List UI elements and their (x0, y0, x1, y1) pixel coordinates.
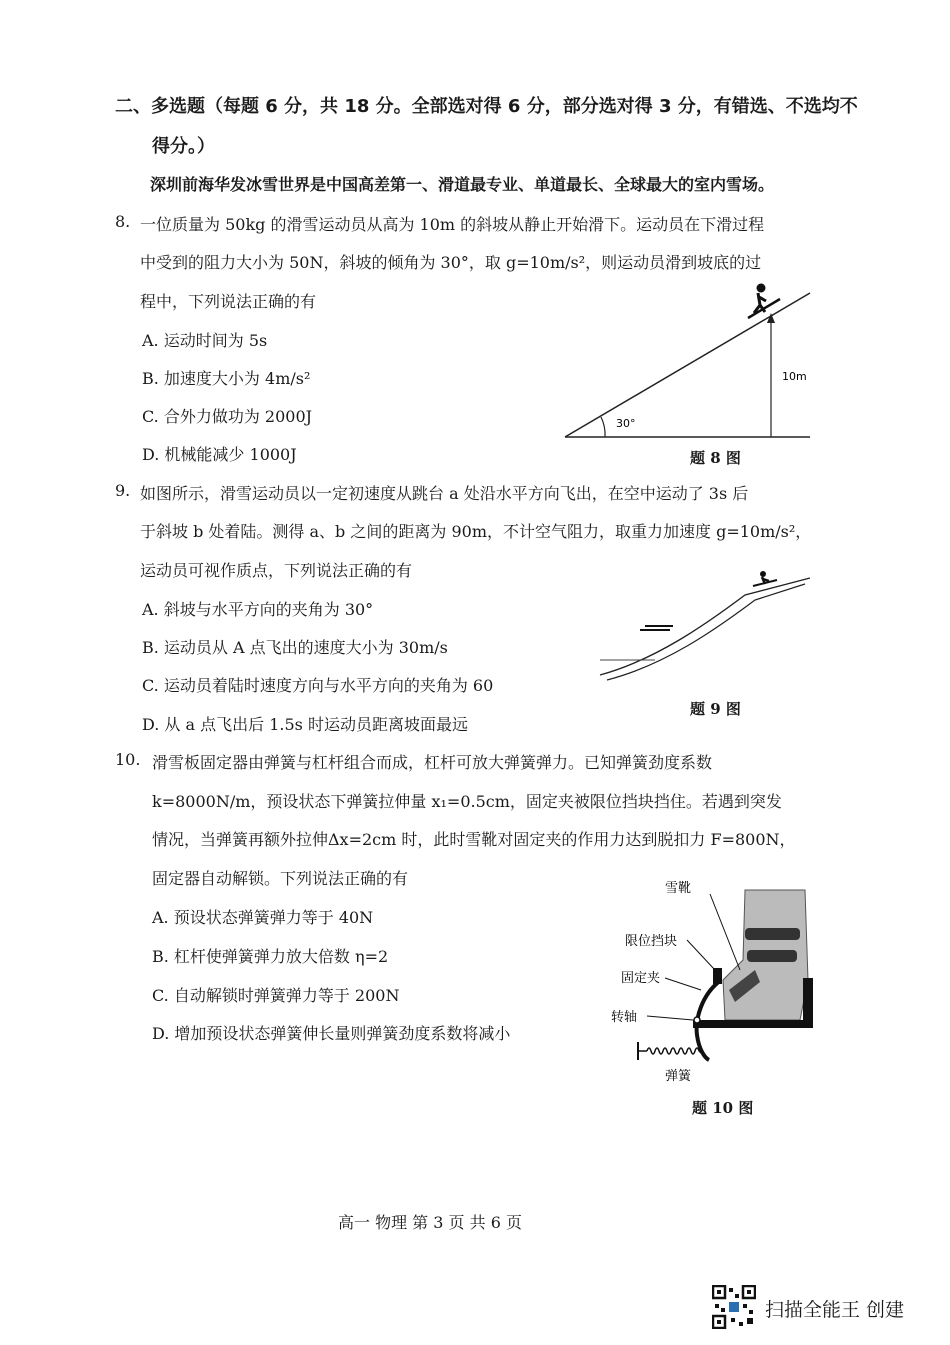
base-plate (693, 1020, 813, 1028)
q8-option-a: A. 运动时间为 5s (142, 331, 268, 350)
q9-stem-line1: 如图所示，滑雪运动员以一定初速度从跳台 a 处沿水平方向飞出，在空中运动了 3s 后 (140, 484, 749, 503)
pivot-point (694, 1017, 700, 1023)
q10-number: 10. (115, 750, 141, 769)
q8-stem-line2: 中受到的阻力大小为 50N，斜坡的倾角为 30°，取 g=10m/s²，则运动员滑到坡底的过 (140, 253, 762, 272)
q8-height-label: 10m (782, 370, 807, 383)
q8-slope-line (565, 293, 810, 437)
boot-icon (723, 890, 808, 1020)
q9-option-c: C. 运动员着陆时速度方向与水平方向的夹角为 60 (142, 676, 494, 695)
label-stopper: 限位挡块 (625, 934, 678, 949)
q9-skier-icon (753, 571, 777, 586)
clamp-leader (665, 978, 701, 990)
q10-option-c: C. 自动解锁时弹簧弹力等于 200N (152, 986, 400, 1005)
boot-leader (710, 894, 740, 970)
q8-stem-line1: 一位质量为 50kg 的滑雪运动员从高为 10m 的斜坡从静止开始滑下。运动员在下滑过程 (140, 215, 765, 234)
q10-stem-line1: 滑雪板固定器由弹簧与杠杆组合而成，杠杆可放大弹簧弹力。已知弹簧劲度系数 (152, 753, 713, 772)
q9-number: 9. (115, 481, 131, 500)
q10-option-b: B. 杠杆使弹簧弹力放大倍数 η=2 (152, 947, 389, 966)
label-boot: 雪靴 (665, 881, 692, 896)
label-spring: 弹簧 (665, 1069, 692, 1084)
pivot-leader (647, 1016, 693, 1020)
q8-caption: 题 8 图 (690, 449, 741, 467)
heel-stop (803, 978, 813, 1028)
section-intro: 深圳前海华发冰雪世界是中国高差第一、滑道最专业、单道最长、全球最大的室内雪场。 (150, 175, 775, 194)
q9-stem-line2: 于斜坡 b 处着陆。测得 a、b 之间的距离为 90m，不计空气阻力，取重力加速度 g=10m/s²， (140, 522, 812, 541)
page-footer: 高一 物理 第 3 页 共 6 页 (338, 1213, 522, 1232)
q8-number: 8. (115, 212, 131, 231)
q10-stem-line4: 固定器自动解锁。下列说法正确的有 (152, 869, 409, 888)
section-title-cont: 得分。） (152, 136, 215, 157)
q9-figure (595, 570, 815, 685)
q8-option-c: C. 合外力做功为 2000J (142, 407, 313, 426)
section-title: 二、多选题（每题 6 分，共 18 分。全部选对得 6 分，部分选对得 3 分，有错选、不选均不 (115, 96, 858, 117)
q9-option-d: D. 从 a 点飞出后 1.5s 时运动员距离坡面最远 (142, 715, 468, 734)
stopper-leader (687, 940, 715, 970)
q8-angle-label: 30° (616, 417, 636, 430)
q9-slope-lower (607, 584, 805, 680)
q10-option-d: D. 增加预设状态弹簧伸长量则弹簧劲度系数将减小 (152, 1024, 511, 1043)
brand-watermark: 扫描全能王 创建 (765, 1299, 905, 1321)
q9-stem-line3: 运动员可视作质点，下列说法正确的有 (140, 561, 413, 580)
q9-caption: 题 9 图 (690, 700, 741, 718)
q8-option-d: D. 机械能减少 1000J (142, 445, 297, 464)
q9-option-a: A. 斜坡与水平方向的夹角为 30° (142, 600, 374, 619)
label-pivot: 转轴 (611, 1010, 638, 1025)
q10-option-a: A. 预设状态弹簧弹力等于 40N (152, 908, 374, 927)
q10-stem-line2: k=8000N/m，预设状态下弹簧拉伸量 x₁=0.5cm，固定夹被限位挡块挡住。若遇到突发 (152, 792, 782, 811)
q8-angle-arc (601, 417, 605, 437)
q9-option-b: B. 运动员从 A 点飞出的速度大小为 30m/s (142, 638, 448, 657)
q8-option-b: B. 加速度大小为 4m/s² (142, 369, 311, 388)
qr-code-icon (712, 1285, 756, 1329)
spring-icon (638, 1042, 705, 1060)
q8-figure (560, 275, 820, 445)
q9-jump-platform (640, 626, 673, 630)
q10-figure (605, 870, 840, 1090)
label-clamp: 固定夹 (621, 971, 661, 986)
q8-stem-line3: 程中，下列说法正确的有 (140, 292, 317, 311)
q10-stem-line3: 情况，当弹簧再额外拉伸Δx=2cm 时，此时雪靴对固定夹的作用力达到脱扣力 F=800N， (152, 830, 796, 849)
q10-caption: 题 10 图 (692, 1099, 754, 1117)
